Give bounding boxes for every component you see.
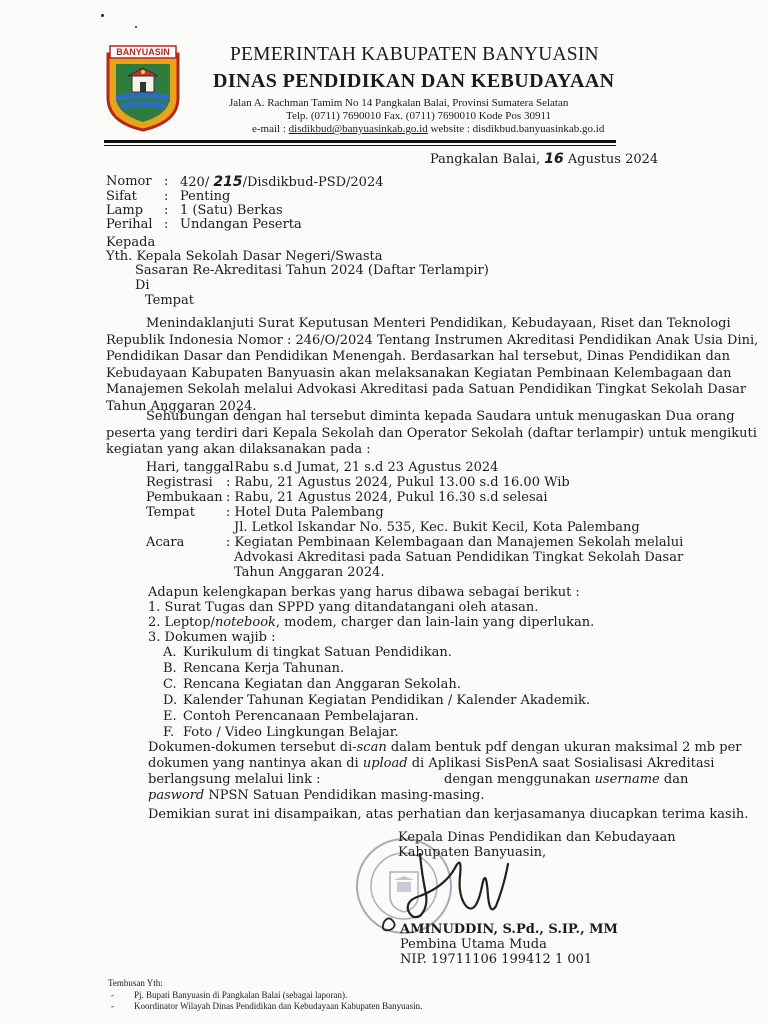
recipient-tempat: Tempat	[145, 293, 194, 308]
meta-label: Nomor	[106, 174, 152, 189]
schedule-value: Jl. Letkol Iskandar No. 535, Kec. Bukit Kecil, Kota Palembang	[234, 520, 640, 535]
signer-nip: NIP. 19711106 199412 1 001	[400, 952, 593, 967]
handwritten-day: 16	[544, 151, 564, 167]
cc-item: Pj. Bupati Banyuasin di Pangkalan Balai (sebagai laporan).	[134, 990, 348, 1000]
doc-letter: F.	[163, 725, 175, 740]
header-rule	[104, 140, 616, 143]
schedule-label: Hari, tanggal	[146, 460, 234, 475]
upload-line: dengan menggunakan username dan	[444, 772, 689, 787]
signer-title: Kabupaten Banyuasin,	[398, 845, 547, 860]
schedule-value: Advokasi Akreditasi pada Satuan Pendidikan Tingkat Sekolah Dasar	[234, 550, 684, 565]
meta-value: Undangan Peserta	[180, 217, 302, 232]
letter-date: Pangkalan Balai, 16 Agustus 2024	[430, 151, 659, 167]
upload-line: Dokumen-dokumen tersebut di-scan dalam bentuk pdf dengan ukuran maksimal 2 mb per	[148, 740, 742, 755]
doc-item: Rencana Kerja Tahunan.	[183, 661, 345, 676]
upload-line: pasword NPSN Satuan Pendidikan masing-masing.	[148, 788, 485, 803]
meta-value: Penting	[180, 189, 231, 204]
meta-label: Lamp	[106, 203, 144, 218]
address: Jalan A. Rachman Tamim No 14 Pangkalan Balai, Provinsi Sumatera Selatan	[229, 97, 569, 109]
email-label: e-mail :	[252, 123, 289, 135]
doc-item: Contoh Perencanaan Pembelajaran.	[183, 709, 419, 724]
doc-item: Rencana Kegiatan dan Anggaran Sekolah.	[183, 677, 461, 692]
signer-name: AMINUDDIN, S.Pd., S.IP., MM	[400, 922, 618, 937]
government-name: PEMERINTAH KABUPATEN BANYUASIN	[230, 44, 599, 65]
cc-bullet: -	[111, 1001, 114, 1011]
banyuasin-logo	[102, 42, 184, 132]
cc-bullet: -	[111, 990, 114, 1000]
contact	[252, 123, 604, 135]
cc-item: Koordinator Wilayah Dinas Pendidikan dan Kebudayaan Kabupaten Banyuasin.	[134, 1001, 423, 1011]
department-name: DINAS PENDIDIKAN DAN KEBUDAYAAN	[213, 70, 615, 92]
website: website : disdikbud.banyuasinkab.go.id	[427, 123, 605, 135]
recipient-kepada: Kepada	[106, 235, 156, 250]
upload-line: berlangsung melalui link :	[148, 772, 321, 787]
signer-title: Kepala Dinas Pendidikan dan Kebudayaan	[398, 830, 676, 845]
logo-text: BANYUASIN	[116, 47, 170, 57]
schedule-value: : Hotel Duta Palembang	[226, 505, 384, 520]
cc-title: Tembusan Yth:	[108, 978, 163, 988]
header-rule-thin	[104, 145, 616, 146]
schedule-value: Tahun Anggaran 2024.	[234, 565, 385, 580]
doc-letter: A.	[163, 645, 177, 660]
requirement-item: 3. Dokumen wajib :	[148, 630, 276, 645]
schedule-label: Tempat	[146, 505, 195, 520]
recipient-sasaran: Sasaran Re-Akreditasi Tahun 2024 (Daftar Terlampir)	[135, 263, 489, 278]
schedule-label: Pembukaan	[146, 490, 223, 505]
meta-number: 420/ 215/Disdikbud-PSD/2024	[180, 174, 384, 190]
doc-letter: B.	[163, 661, 177, 676]
paragraph-request: Sehubungan dengan hal tersebut diminta kepada Saudara untuk menugaskan Dua orang peserta yang terdiri dari Kepala Sekolah dan Operator Sekolah (daftar terlampir) untuk mengikuti kegiatan yang akan dilaksanakan pada :	[106, 409, 757, 458]
schedule-value: : Rabu, 21 Agustus 2024, Pukul 16.30 s.d selesai	[226, 490, 548, 505]
requirement-item: 1. Surat Tugas dan SPPD yang ditandatangani oleh atasan.	[148, 600, 539, 615]
closing-text: Demikian surat ini disampaikan, atas perhatian dan kerjasamanya diucapkan terima kasih.	[148, 807, 749, 822]
meta-label: Perihal	[106, 217, 153, 232]
recipient-yth: Yth. Kepala Sekolah Dasar Negeri/Swasta	[106, 249, 383, 264]
upload-line: dokumen yang nantinya akan di upload di Aplikasi SisPenA saat Sosialisasi Akreditasi	[148, 756, 715, 771]
schedule-value: : Kegiatan Pembinaan Kelembagaan dan Manajemen Sekolah melalui	[226, 535, 684, 550]
handwritten-number: 215	[213, 174, 243, 190]
schedule-label: Registrasi	[146, 475, 213, 490]
phone: Telp. (0711) 7690010 Fax. (0711) 7690010 Kode Pos 30911	[286, 110, 552, 122]
recipient-di: Di	[135, 278, 150, 293]
email-link[interactable]: disdikbud@banyuasinkab.go.id	[288, 123, 428, 135]
meta-value: 1 (Satu) Berkas	[180, 203, 283, 218]
paragraph-intro: Menindaklanjuti Surat Keputusan Menteri Pendidikan, Kebudayaan, Riset dan Teknologi Republik Indonesia Nomor : 246/O/2024 Tentang Instrumen Akreditasi Pendidikan Anak Usia Dini, Pendidikan Dasar dan Pendidikan Menengah. Berdasarkan hal tersebut, Dinas Pendidikan dan Kebudayaan Kabupaten Banyuasin akan melaksanakan Kegiatan Pembinaan Kelembagaan dan Manajemen Sekolah melalui Advokasi Akreditasi pada Satuan Pendidikan Tingkat Sekolah Dasar Tahun Anggaran 2024.	[106, 316, 759, 414]
schedule-value: : Rabu s.d Jumat, 21 s.d 23 Agustus 2024	[226, 460, 499, 475]
doc-letter: C.	[163, 677, 177, 692]
schedule-value: : Rabu, 21 Agustus 2024, Pukul 13.00 s.d 16.00 Wib	[226, 475, 570, 490]
schedule-label: Acara	[146, 535, 185, 550]
requirements-intro: Adapun kelengkapan berkas yang harus dibawa sebagai berikut :	[148, 585, 580, 600]
doc-item: Kurikulum di tingkat Satuan Pendidikan.	[183, 645, 452, 660]
doc-item: Foto / Video Lingkungan Belajar.	[183, 725, 399, 740]
speck	[135, 26, 137, 28]
doc-letter: E.	[163, 709, 177, 724]
doc-item: Kalender Tahunan Kegiatan Pendidikan / Kalender Akademik.	[183, 693, 591, 708]
meta-label: Sifat	[106, 189, 137, 204]
signer-rank: Pembina Utama Muda	[400, 937, 547, 952]
speck	[101, 14, 104, 17]
requirement-item: 2. Leptop/notebook, modem, charger dan lain-lain yang diperlukan.	[148, 615, 595, 630]
doc-letter: D.	[163, 693, 178, 708]
